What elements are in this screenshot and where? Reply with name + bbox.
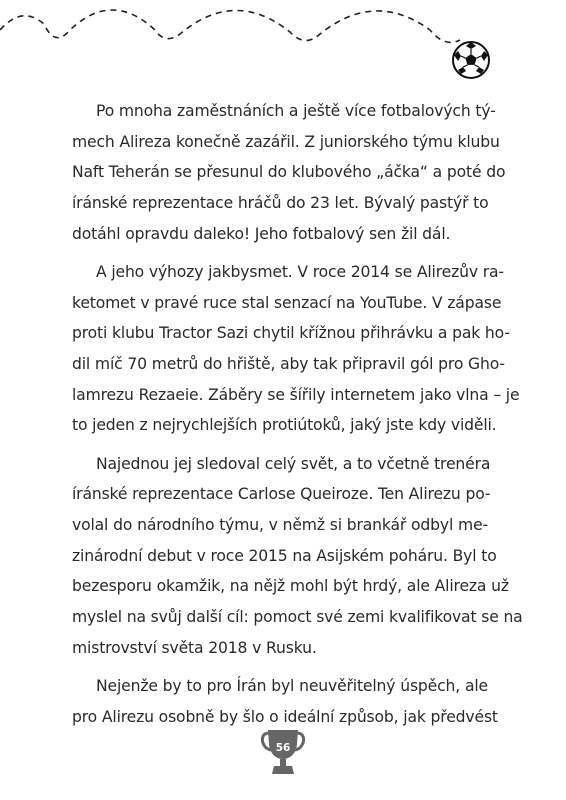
text-line: A jeho výhozy jakbysmet. V roce 2014 se Alirezův ra- <box>96 262 504 281</box>
page-number: 56 <box>275 742 291 754</box>
dashed-ball-trajectory <box>0 10 460 42</box>
text-line: zinárodní debut v roce 2015 na Asijském poháru. Byl to <box>72 546 497 565</box>
text-line: mech Alireza konečně zazářil. Z juniorského týmu klubu <box>72 132 500 151</box>
body-text <box>72 96 523 732</box>
text-line: Po mnoha zaměstnáních a ještě více fotbalových tý- <box>96 102 496 120</box>
text-line: mistrovství světa 2018 v Rusku. <box>72 638 317 657</box>
text-line: volal do národního týmu, v němž si brankář odbyl me- <box>72 515 488 534</box>
football-icon <box>453 42 489 78</box>
text-line: myslel na svůj další cíl: pomoct své zemi kvalifikovat se na <box>72 608 523 626</box>
text-line: dotáhl opravdu daleko! Jeho fotbalový sen žil dál. <box>72 224 451 243</box>
text-line: íránské reprezentace hráčů do 23 let. Bývalý pastýř to <box>72 194 489 213</box>
paragraph <box>72 671 498 732</box>
text-line: íránské reprezentace Carlose Queiroze. Ten Alirezu po- <box>72 485 491 504</box>
paragraph <box>72 96 506 249</box>
paragraph <box>72 257 520 441</box>
text-line: lamrezu Rezaeie. Záběry se šířily internetem jako vlna – je <box>72 385 520 404</box>
text-line: Naft Teherán se přesunul do klubového „áčka“ a poté do <box>72 163 506 182</box>
text-line: proti klubu Tractor Sazi chytil křížnou přihrávku a pak ho- <box>72 324 510 343</box>
text-line: pro Alirezu osobně by šlo o ideální způsob, jak předvést <box>72 707 498 726</box>
text-line: Nejenže by to pro Írán byl neuvěřitelný úspěch, ale <box>96 676 488 695</box>
header-decoration <box>0 0 566 90</box>
text-line: bezesporu okamžik, na nějž mohl být hrdý, ale Alireza už <box>72 577 509 596</box>
text-line: ketomet v pravé ruce stal senzací na YouTube. V zápase <box>72 293 502 312</box>
text-line: Najednou jej sledoval celý svět, a to včetně trenéra <box>96 454 491 473</box>
paragraph <box>72 449 523 664</box>
text-line: dil míč 70 metrů do hřiště, aby tak připravil gól pro Gho- <box>72 355 505 373</box>
text-line: to jeden z nejrychlejších protiútoků, jaký jste kdy viděli. <box>72 416 497 435</box>
